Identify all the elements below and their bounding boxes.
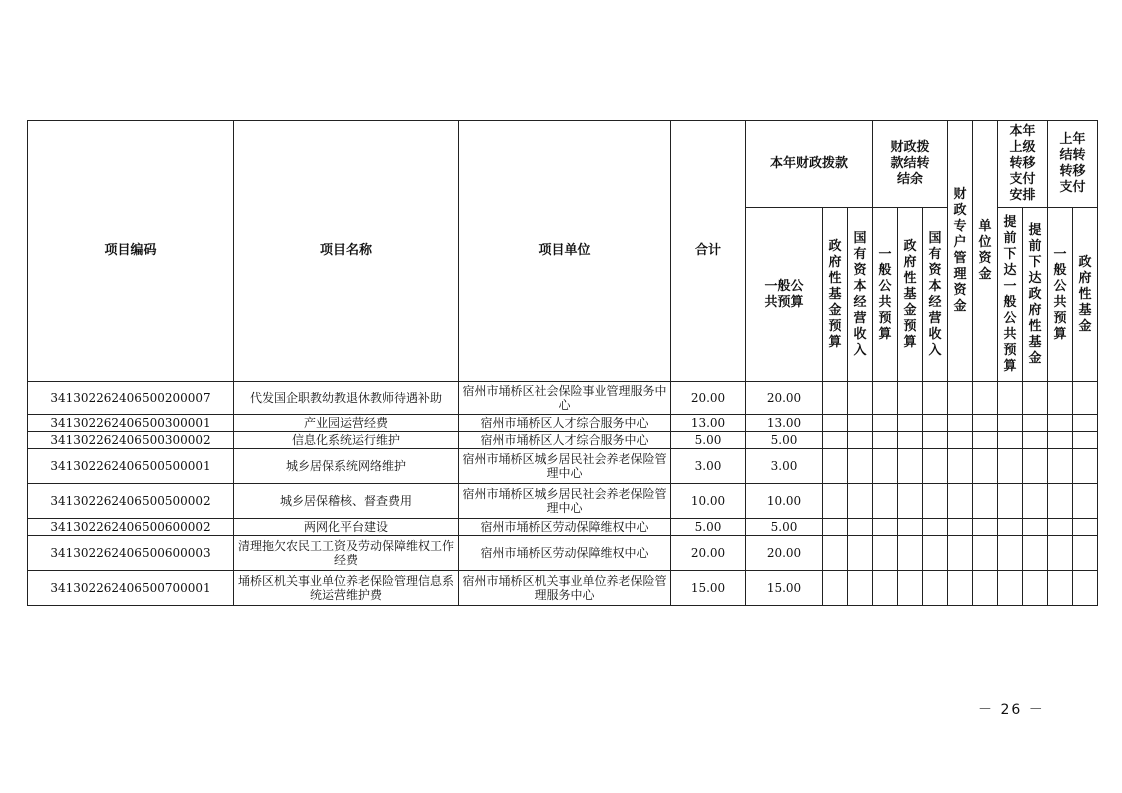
header-sub-general-budget: [746, 208, 823, 382]
cell-name: 埇桥区机关事业单位养老保险管理信息系统运营维护费: [234, 571, 459, 606]
cell-total: 13.00: [671, 415, 746, 432]
cell-total: 20.00: [671, 382, 746, 415]
cell-code: 341302262406500500002: [28, 484, 234, 519]
header-project-name: 项目名称: [234, 121, 459, 382]
table-row: [28, 536, 1098, 571]
cell-unit: 宿州市埇桥区城乡居民社会养老保险管理中心: [459, 449, 671, 484]
cell-unit: 宿州市埇桥区社会保险事业管理服务中心: [459, 382, 671, 415]
header-sub-fund-budget-label: 政府性基金预算: [828, 238, 842, 350]
cell-unit: 宿州市埇桥区人才综合服务中心: [459, 432, 671, 449]
cell-code: 341302262406500300002: [28, 432, 234, 449]
table-row: [28, 449, 1098, 484]
page-number: － 26 －: [978, 702, 1045, 718]
header-special-account: [948, 121, 973, 382]
cell-unit: 宿州市埇桥区机关事业单位养老保险管理服务中心: [459, 571, 671, 606]
cell-general: 20.00: [746, 382, 823, 415]
cell-name: 代发国企职教幼教退休教师待遇补助: [234, 382, 459, 415]
cell-total: 10.00: [671, 484, 746, 519]
cell-code: 341302262406500600003: [28, 536, 234, 571]
header-project-code: 项目编码: [28, 121, 234, 382]
cell-code: 341302262406500200007: [28, 382, 234, 415]
cell-total: 15.00: [671, 571, 746, 606]
header-carry-general: [873, 208, 898, 382]
cell-name: 城乡居保稽核、督查费用: [234, 484, 459, 519]
header-upper-transfer-label: 本年上级转移支付安排: [1009, 124, 1036, 203]
cell-unit: 宿州市埇桥区人才综合服务中心: [459, 415, 671, 432]
header-last-fund-label: 政府性基金: [1078, 254, 1092, 334]
header-advance-general: [998, 208, 1023, 382]
cell-general: 20.00: [746, 536, 823, 571]
cell-total: 3.00: [671, 449, 746, 484]
table-row: [28, 415, 1098, 432]
header-total: 合计: [671, 121, 746, 382]
header-advance-fund-label: 提前下达政府性基金: [1028, 222, 1042, 366]
cell-name: 信息化系统运行维护: [234, 432, 459, 449]
header-last-general: [1048, 208, 1073, 382]
cell-general: 15.00: [746, 571, 823, 606]
header-carryover-group: [873, 121, 948, 208]
cell-code: 341302262406500700001: [28, 571, 234, 606]
header-carry-fund-label: 政府性基金预算: [903, 238, 917, 350]
header-last-general-label: 一般公共预算: [1053, 246, 1067, 342]
header-last-year-transfer-label: 上年结转转移支付: [1059, 132, 1086, 195]
cell-name: 产业园运营经费: [234, 415, 459, 432]
header-project-unit: 项目单位: [459, 121, 671, 382]
table-row: [28, 382, 1098, 415]
header-advance-fund: [1023, 208, 1048, 382]
table-row: [28, 432, 1098, 449]
cell-general: 5.00: [746, 519, 823, 536]
header-carry-state-capital-label: 国有资本经营收入: [928, 230, 942, 358]
header-unit-funds: [973, 121, 998, 382]
cell-code: 341302262406500300001: [28, 415, 234, 432]
header-special-account-label: 财政专户管理资金: [953, 187, 967, 314]
cell-unit: 宿州市埇桥区劳动保障维权中心: [459, 536, 671, 571]
cell-code: 341302262406500500001: [28, 449, 234, 484]
header-sub-fund-budget: [823, 208, 848, 382]
table-row: [28, 484, 1098, 519]
cell-general: 13.00: [746, 415, 823, 432]
header-last-fund: [1073, 208, 1098, 382]
header-advance-general-label: 提前下达一般公共预算: [1003, 214, 1017, 374]
cell-code: 341302262406500600002: [28, 519, 234, 536]
table-row: [28, 519, 1098, 536]
table-row: [28, 571, 1098, 606]
header-sub-state-capital-label: 国有资本经营收入: [853, 230, 867, 358]
header-carryover-label: 财政拨款结转结余: [890, 140, 930, 187]
cell-name: 城乡居保系统网络维护: [234, 449, 459, 484]
cell-general: 10.00: [746, 484, 823, 519]
cell-general: 5.00: [746, 432, 823, 449]
header-current-year-appropriation: 本年财政拨款: [746, 121, 873, 208]
header-upper-transfer-group: [998, 121, 1048, 208]
cell-total: 20.00: [671, 536, 746, 571]
cell-unit: 宿州市埇桥区城乡居民社会养老保险管理中心: [459, 484, 671, 519]
header-unit-funds-label: 单位资金: [978, 219, 992, 282]
cell-unit: 宿州市埇桥区劳动保障维权中心: [459, 519, 671, 536]
header-carry-state-capital: [923, 208, 948, 382]
cell-total: 5.00: [671, 519, 746, 536]
header-carry-general-label: 一般公共预算: [878, 246, 892, 342]
header-last-year-transfer-group: [1048, 121, 1098, 208]
cell-general: 3.00: [746, 449, 823, 484]
header-carry-fund: [898, 208, 923, 382]
cell-total: 5.00: [671, 432, 746, 449]
header-sub-general-budget-label: 一般公共预算: [764, 278, 804, 310]
cell-name: 两网化平台建设: [234, 519, 459, 536]
header-sub-state-capital: [848, 208, 873, 382]
cell-name: 清理拖欠农民工工资及劳动保障维权工作经费: [234, 536, 459, 571]
budget-project-table: [27, 120, 1098, 606]
